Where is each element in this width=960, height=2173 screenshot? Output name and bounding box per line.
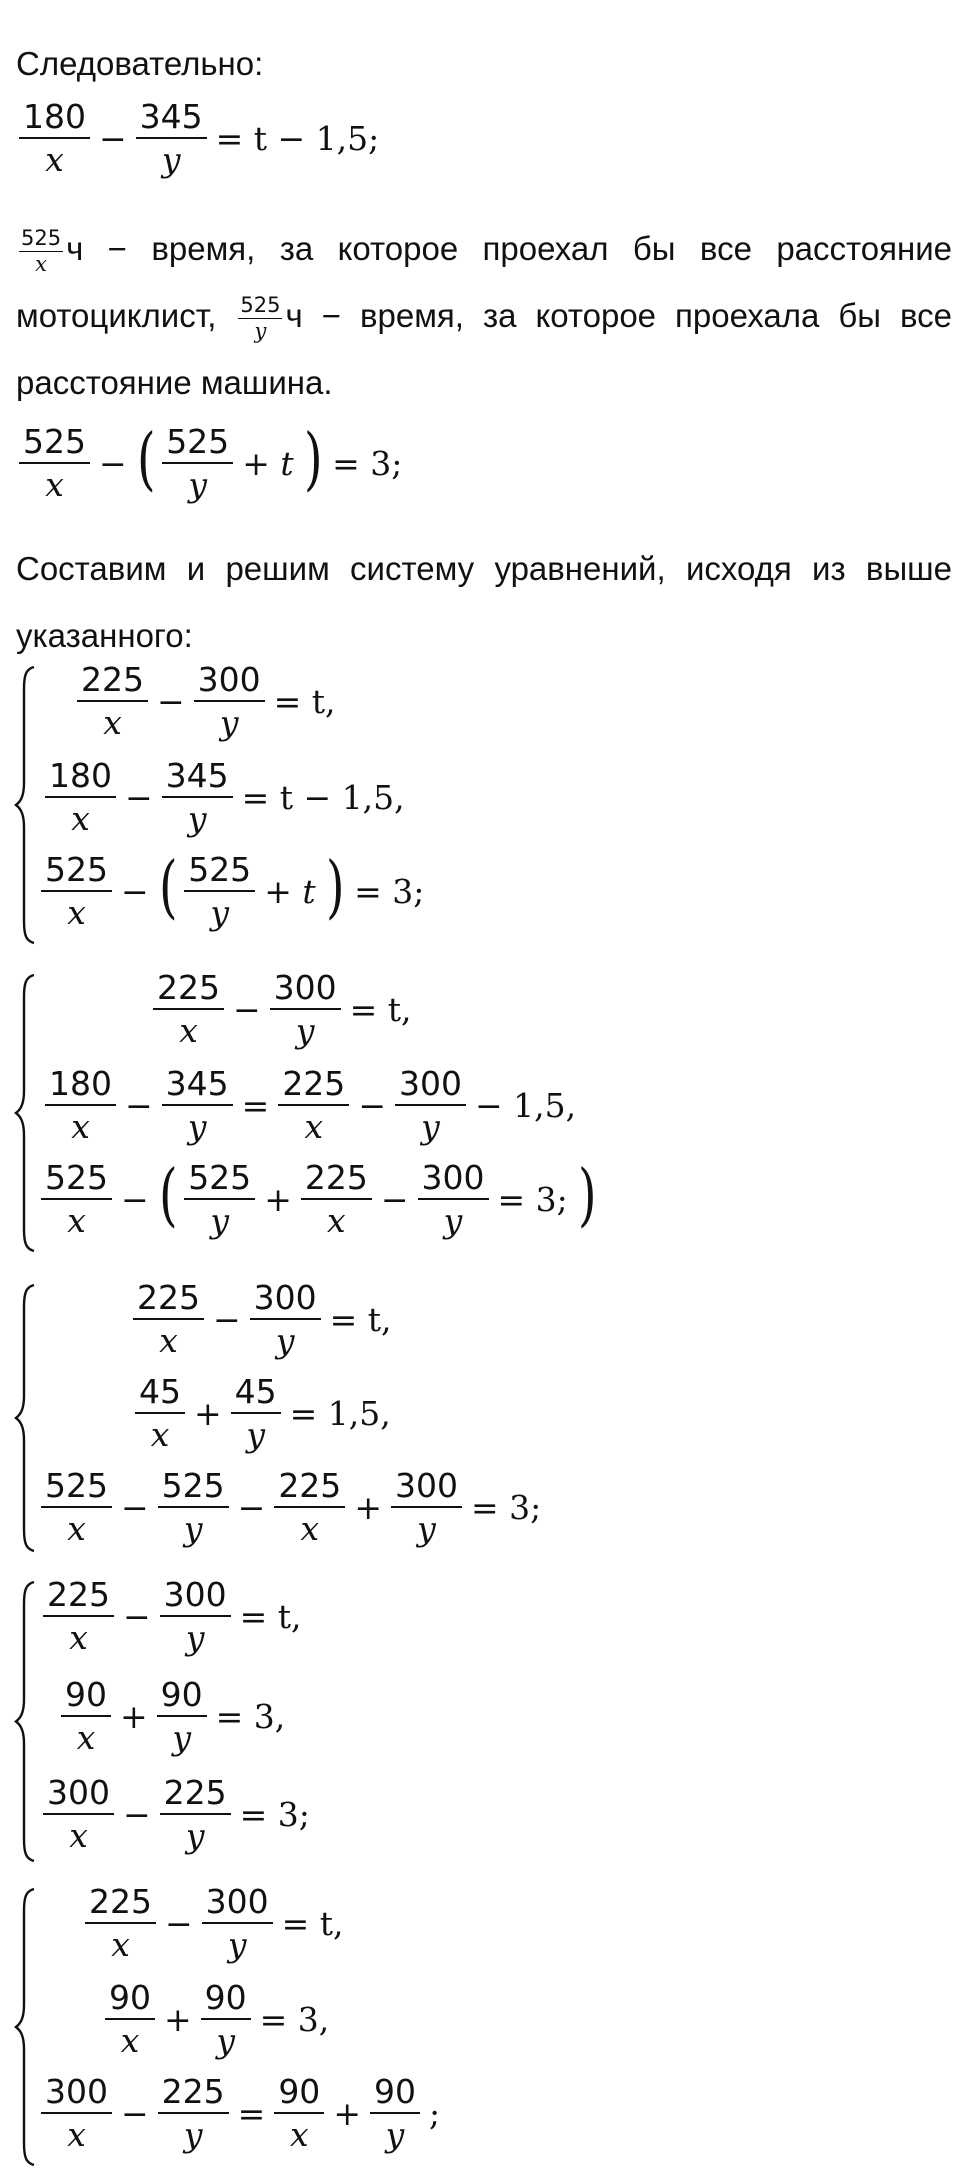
math-operator: − — [125, 777, 153, 817]
math-operator: − — [121, 2093, 149, 2133]
math-operator: − — [233, 989, 261, 1029]
system-equation-row — [40, 1773, 316, 1855]
left-brace — [14, 665, 36, 945]
system-equation-row — [42, 756, 411, 838]
math-operator: − — [123, 1596, 151, 1636]
fraction: $\frac{225}{x}$ — [278, 1067, 349, 1143]
system-equation-row — [58, 1675, 291, 1757]
inline-fraction: $\frac{525}{y}$ — [240, 292, 281, 343]
right-paren: ) — [325, 848, 345, 927]
fraction: $\frac{225}{y}$ — [158, 2075, 229, 2151]
math-operator: − — [157, 681, 185, 721]
left-paren: ( — [158, 1156, 178, 1235]
math-operator: − — [123, 1794, 151, 1834]
math-operator: ; — [428, 2093, 441, 2133]
intro-text: Следовательно: — [16, 45, 264, 82]
math-operator: − — [213, 1299, 241, 1339]
fraction: $\frac{300}{y}$ — [270, 971, 341, 1047]
math-operator: + — [333, 2093, 361, 2133]
fraction: $\frac{45}{y}$ — [231, 1375, 281, 1451]
fraction: $\frac{300}{y}$ — [418, 1161, 489, 1237]
left-brace — [14, 973, 36, 1253]
system-equation-row — [42, 1064, 582, 1146]
fraction: $\frac{90}{x}$ — [105, 1981, 155, 2057]
equation-system — [14, 660, 914, 945]
math-operator: = t, — [281, 1903, 344, 1943]
math-operator: + — [164, 1999, 192, 2039]
fraction: $\frac{225}{y}$ — [160, 1776, 231, 1852]
left-brace — [14, 1283, 36, 1553]
math-operator: = 3; — [239, 1794, 310, 1834]
math-operator: + — [264, 1179, 292, 1219]
math-operator: = t, — [239, 1596, 302, 1636]
fraction: $\frac{180}{x}$ — [45, 759, 116, 835]
math-operator: = t, — [329, 1299, 392, 1339]
fraction: $\frac{180}{x}$ — [19, 100, 90, 176]
system-equation-row — [132, 1372, 397, 1454]
equation-system — [14, 1278, 914, 1553]
math-operator: = 3; — [497, 1179, 568, 1219]
math-operator: = t, — [349, 989, 412, 1029]
math-operator: − 1,5, — [474, 1085, 577, 1125]
fraction: $\frac{225}{x}$ — [43, 1578, 114, 1654]
fraction: $\frac{90}{x}$ — [61, 1678, 111, 1754]
math-operator: = — [241, 1085, 270, 1125]
left-paren: ( — [158, 848, 178, 927]
math-operator: = t − 1,5, — [241, 777, 405, 817]
fraction: $\frac{345}{y}$ — [162, 759, 233, 835]
math-operator: + — [194, 1393, 222, 1433]
fraction: $\frac{300}{y}$ — [395, 1067, 466, 1143]
equation-1: $\frac{180}{x}$ − $\frac{345}{y}$ = t − 1,5; — [16, 100, 385, 176]
fraction: $\frac{300}{y}$ — [160, 1578, 231, 1654]
math-operator: + — [354, 1487, 382, 1527]
fraction: $\frac{300}{y}$ — [194, 663, 265, 739]
math-operator: − — [237, 1487, 266, 1527]
system-equation-row — [82, 1882, 350, 1964]
fraction: $\frac{225}{x}$ — [274, 1469, 345, 1545]
math-operator: + t — [264, 871, 316, 911]
fraction: $\frac{525}{x}$ — [41, 853, 112, 929]
math-operator: − — [121, 1487, 149, 1527]
fraction: $\frac{225}{x}$ — [85, 1885, 156, 1961]
fraction: $\frac{300}{y}$ — [391, 1469, 462, 1545]
fraction: $\frac{525}{x}$ — [19, 425, 90, 501]
math-operator: − — [125, 1085, 153, 1125]
fraction: $\frac{300}{x}$ — [43, 1776, 114, 1852]
math-operator: − — [165, 1903, 193, 1943]
fraction: $\frac{525}{x}$ — [41, 1161, 112, 1237]
paragraph-time-explanation: $\frac{525}{x}$ ч − время, за которое проехал бы все расстояние мотоциклист, $\frac{525}{y}$ ч − время, за которое проехала бы все расстояние машина. — [16, 225, 952, 401]
fraction: $\frac{525}{y}$ — [184, 1161, 255, 1237]
math-operator: − — [380, 1179, 409, 1219]
fraction: $\frac{90}{y}$ — [157, 1678, 207, 1754]
fraction: $\frac{45}{x}$ — [135, 1375, 185, 1451]
math-operator: = 3, — [215, 1696, 286, 1736]
system-equation-row — [40, 1575, 308, 1657]
system-equation-row — [130, 1278, 398, 1360]
system-equation-row — [38, 848, 430, 932]
system-equation-row — [38, 1466, 547, 1548]
math-operator: = 3; — [354, 871, 425, 911]
fraction: $\frac{300}{y}$ — [250, 1281, 321, 1357]
fraction: $\frac{225}{x}$ — [301, 1161, 372, 1237]
fraction: $\frac{525}{y}$ — [158, 1469, 229, 1545]
fraction: $\frac{90}{x}$ — [274, 2075, 324, 2151]
fraction: $\frac{300}{x}$ — [41, 2075, 112, 2151]
fraction: $\frac{525}{x}$ — [41, 1469, 112, 1545]
math-operator: − — [121, 871, 149, 911]
math-operator: = — [237, 2093, 266, 2133]
fraction: $\frac{90}{y}$ — [201, 1981, 251, 2057]
left-brace — [14, 1580, 36, 1863]
math-operator: = t, — [273, 681, 336, 721]
fraction: $\frac{300}{y}$ — [202, 1885, 273, 1961]
equation-system — [14, 1882, 914, 2167]
math-operator: = 3; — [470, 1487, 542, 1527]
fraction: $\frac{225}{x}$ — [133, 1281, 204, 1357]
fraction: $\frac{90}{y}$ — [370, 2075, 420, 2151]
inline-fraction: $\frac{525}{x}$ — [21, 225, 62, 276]
system-equation-row — [74, 660, 342, 742]
system-equation-row — [102, 1978, 335, 2060]
math-operator: = 1,5, — [289, 1393, 391, 1433]
equation-2: $\frac{525}{x}$ − ( $\frac{525}{y}$ + t ) = 3; — [16, 425, 408, 501]
fraction: $\frac{525}{y}$ — [162, 425, 233, 501]
system-equation-row — [38, 1156, 600, 1240]
fraction: $\frac{225}{x}$ — [77, 663, 148, 739]
fraction: $\frac{225}{x}$ — [153, 971, 224, 1047]
math-operator: − — [121, 1179, 149, 1219]
system-equation-row — [150, 968, 418, 1050]
system-equation-row — [38, 2072, 446, 2154]
fraction: $\frac{345}{y}$ — [162, 1067, 233, 1143]
equation-system — [14, 968, 914, 1253]
paragraph-system-intro: Составим и решим систему уравнений, исходя из выше указанного: — [16, 550, 952, 654]
equation-system — [14, 1575, 914, 1863]
left-brace — [14, 1887, 36, 2167]
right-paren: ) — [577, 1156, 597, 1235]
math-operator: + — [120, 1696, 148, 1736]
math-operator: = 3, — [259, 1999, 330, 2039]
fraction: $\frac{180}{x}$ — [45, 1067, 116, 1143]
fraction: $\frac{345}{y}$ — [136, 100, 207, 176]
fraction: $\frac{525}{y}$ — [184, 853, 255, 929]
math-operator: − — [358, 1085, 386, 1125]
